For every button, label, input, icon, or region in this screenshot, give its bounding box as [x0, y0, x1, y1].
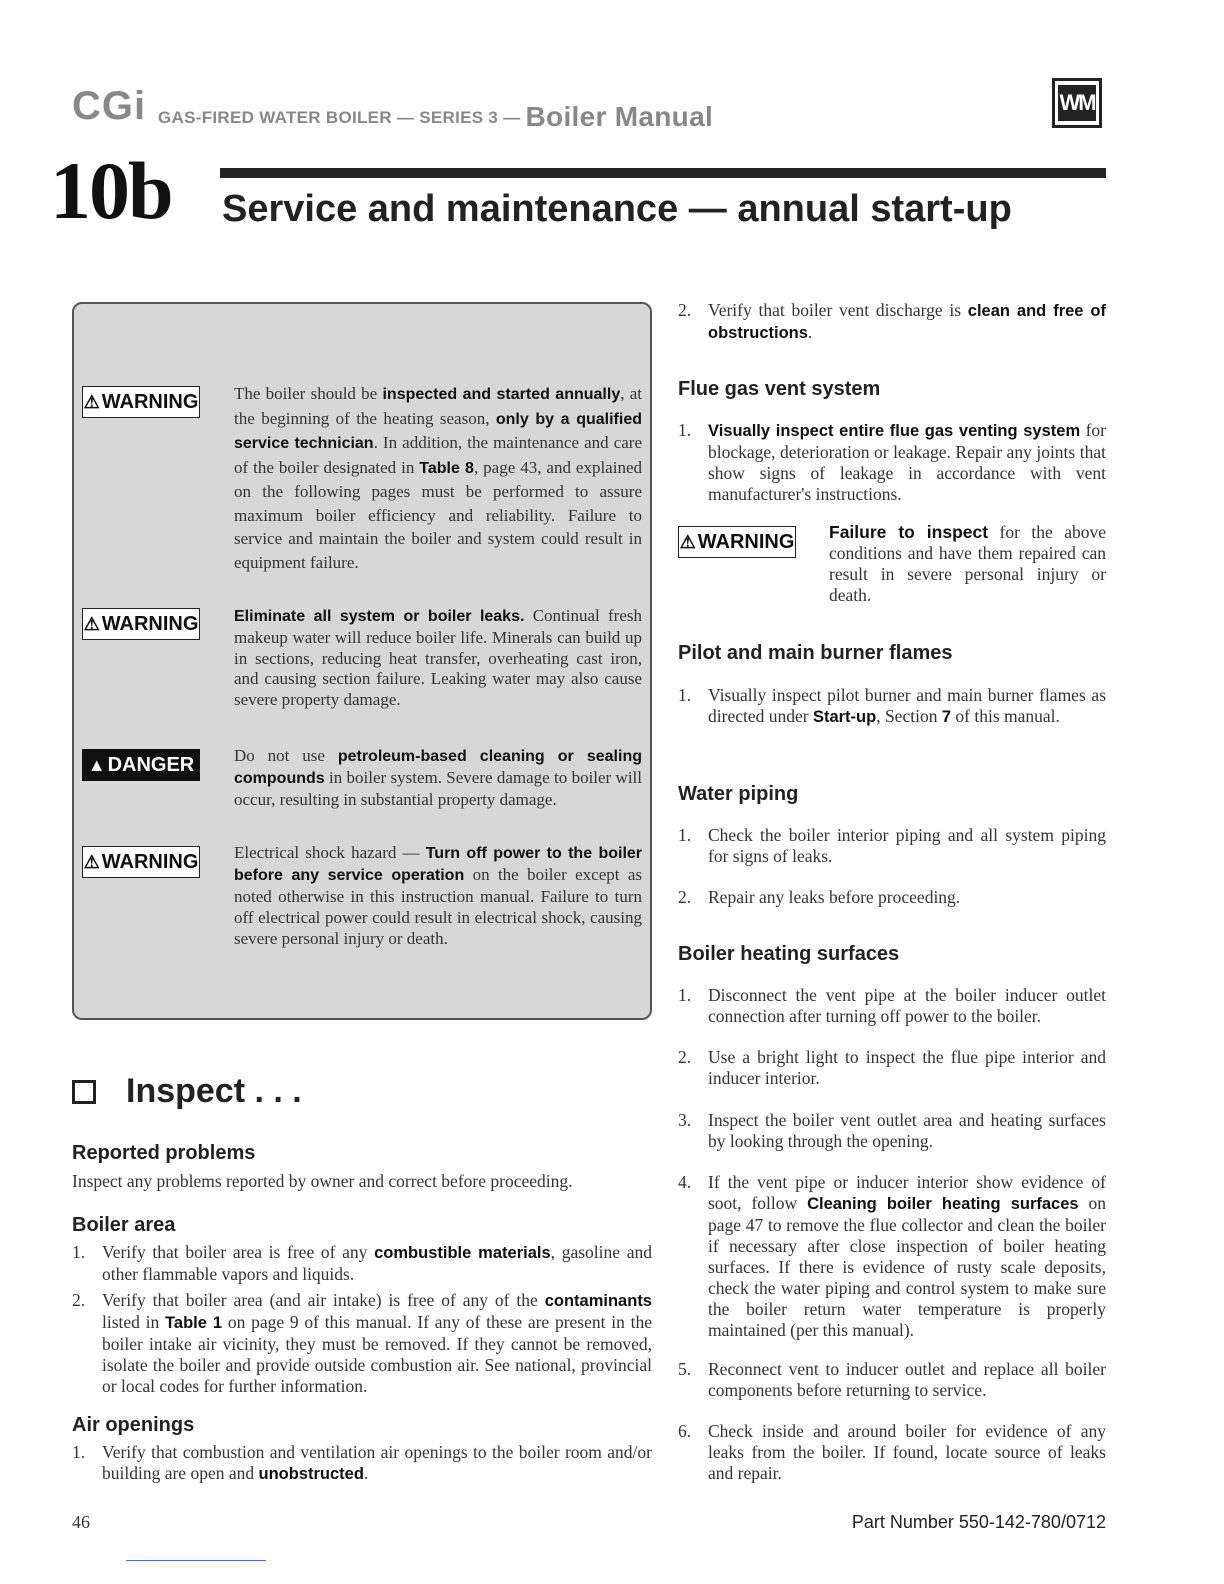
header-manual-title: Boiler Manual	[525, 101, 714, 132]
header-subtitle-prefix: GAS-FIRED WATER BOILER — SERIES 3 —	[158, 108, 521, 127]
warning-badge: ⚠ WARNING	[82, 846, 200, 878]
danger-triangle-icon: ▲	[87, 754, 106, 775]
water-piping-heading: Water piping	[678, 783, 799, 805]
warning-text: Failure to inspect for the above conditions and have them repaired can result in severe personal injury or death.	[829, 522, 1107, 605]
footer-link-underline	[126, 1560, 266, 1561]
warning-badge: ⚠ WARNING	[82, 608, 200, 640]
warning-triangle-icon: ⚠	[83, 391, 100, 412]
brand-name: CGi	[72, 84, 147, 128]
warning-triangle-icon: ⚠	[679, 531, 696, 552]
heating-surfaces-heading: Boiler heating surfaces	[678, 943, 900, 965]
section-number: 10b	[50, 145, 172, 236]
list-item: 5. Reconnect vent to inducer outlet and replace all boiler components before returning to service.	[678, 1359, 1106, 1400]
list-item: 1. Visually inspect pilot burner and main burner flames as directed under Start-up, Section 7 of this manual.	[678, 685, 1106, 726]
warning-badge: ⚠ WARNING	[678, 526, 796, 558]
warning-triangle-icon: ⚠	[83, 851, 100, 872]
brand-logo-text: WM	[1058, 85, 1096, 121]
danger-badge: ▲ DANGER	[82, 749, 200, 781]
page-header	[72, 84, 1112, 134]
warning-text: Eliminate all system or boiler leaks. Continual fresh makeup water will reduce boiler life. Minerals can build up in sections, reducing heat transfer, overheating cast iron, and causing section failure. Leaking water may also cause severe property damage.	[234, 606, 642, 710]
warning-triangle-icon: ⚠	[83, 613, 100, 634]
safety-warnings-box	[72, 302, 652, 1020]
brand-logo	[1052, 78, 1102, 128]
part-number: Part Number 550-142-780/0712	[851, 1512, 1106, 1532]
list-item: 2. Verify that boiler area (and air intake) is free of any of the contaminants listed in Table 1 on page 9 of this manual. If any of these are present in the boiler intake air vicinity, they must be removed. If they cannot be removed, isolate the boiler and provide outside combustion air. See national, provincial or local codes for further information.	[72, 1290, 652, 1396]
reported-problems-text: Inspect any problems reported by owner and correct before proceeding.	[72, 1171, 573, 1191]
page-number: 46	[72, 1512, 90, 1532]
air-openings-heading: Air openings	[72, 1414, 195, 1436]
boiler-area-heading: Boiler area	[72, 1214, 176, 1236]
list-item: 3. Inspect the boiler vent outlet area and heating surfaces by looking through the opening.	[678, 1110, 1106, 1151]
list-item: 2. Verify that boiler vent discharge is clean and free of obstructions.	[678, 300, 1106, 342]
flue-gas-heading: Flue gas vent system	[678, 378, 881, 400]
list-item: 2. Use a bright light to inspect the flue pipe interior and inducer interior.	[678, 1047, 1106, 1088]
checkbox-icon	[72, 1080, 96, 1104]
inspect-heading: Inspect . . .	[72, 1072, 302, 1111]
list-item: 4. If the vent pipe or inducer interior show evidence of soot, follow Cleaning boiler heating surfaces on page 47 to remove the flue collector and clean the boiler if necessary after close inspection of boiler heating surfaces. If there is evidence of rusty scale deposits, check the water piping and control system to make sure the boiler return water temperature is properly maintained (per this manual).	[678, 1172, 1106, 1340]
warning-text: The boiler should be inspected and started annually, at the beginning of the heating season, only by a qualified service technician. In addition, the maintenance and care of the boiler designated in Table 8, page 43, and explained on the following pages must be performed to assure maximum boiler efficiency and reliability. Failure to service and maintain the boiler and system could result in equipment failure.	[234, 384, 642, 572]
header-subtitle	[158, 98, 713, 130]
list-item: 1. Verify that combustion and ventilation air openings to the boiler room and/or building are open and unobstructed.	[72, 1442, 652, 1483]
list-item: 1. Visually inspect entire flue gas venting system for blockage, deterioration or leakage. Repair any joints that show signs of leakage in accordance with vent manufacturer's instructions.	[678, 420, 1107, 504]
list-item: 1. Disconnect the vent pipe at the boiler inducer outlet connection after turning off power to the boiler.	[678, 985, 1106, 1026]
pilot-flames-heading: Pilot and main burner flames	[678, 642, 953, 664]
section-title: Service and maintenance — annual start-up	[222, 188, 1012, 230]
list-item: 1. Verify that boiler area is free of any combustible materials, gasoline and other flammable vapors and liquids.	[72, 1242, 652, 1284]
list-item: 2. Repair any leaks before proceeding.	[678, 887, 961, 907]
list-item: 6. Check inside and around boiler for evidence of any leaks from the boiler. If found, locate source of leaks and repair.	[678, 1421, 1106, 1483]
list-item: 1. Check the boiler interior piping and all system piping for signs of leaks.	[678, 825, 1106, 866]
danger-text: Do not use petroleum-based cleaning or sealing compounds in boiler system. Severe damage to boiler will occur, resulting in substantial property damage.	[234, 746, 642, 809]
section-rule	[220, 168, 1106, 178]
warning-text: Electrical shock hazard — Turn off power to the boiler before any service operation on the boiler except as noted otherwise in this instruction manual. Failure to turn off electrical power could result in electrical shock, causing severe personal injury or death.	[234, 843, 643, 948]
reported-problems-heading: Reported problems	[72, 1142, 256, 1164]
warning-badge: ⚠ WARNING	[82, 386, 200, 418]
